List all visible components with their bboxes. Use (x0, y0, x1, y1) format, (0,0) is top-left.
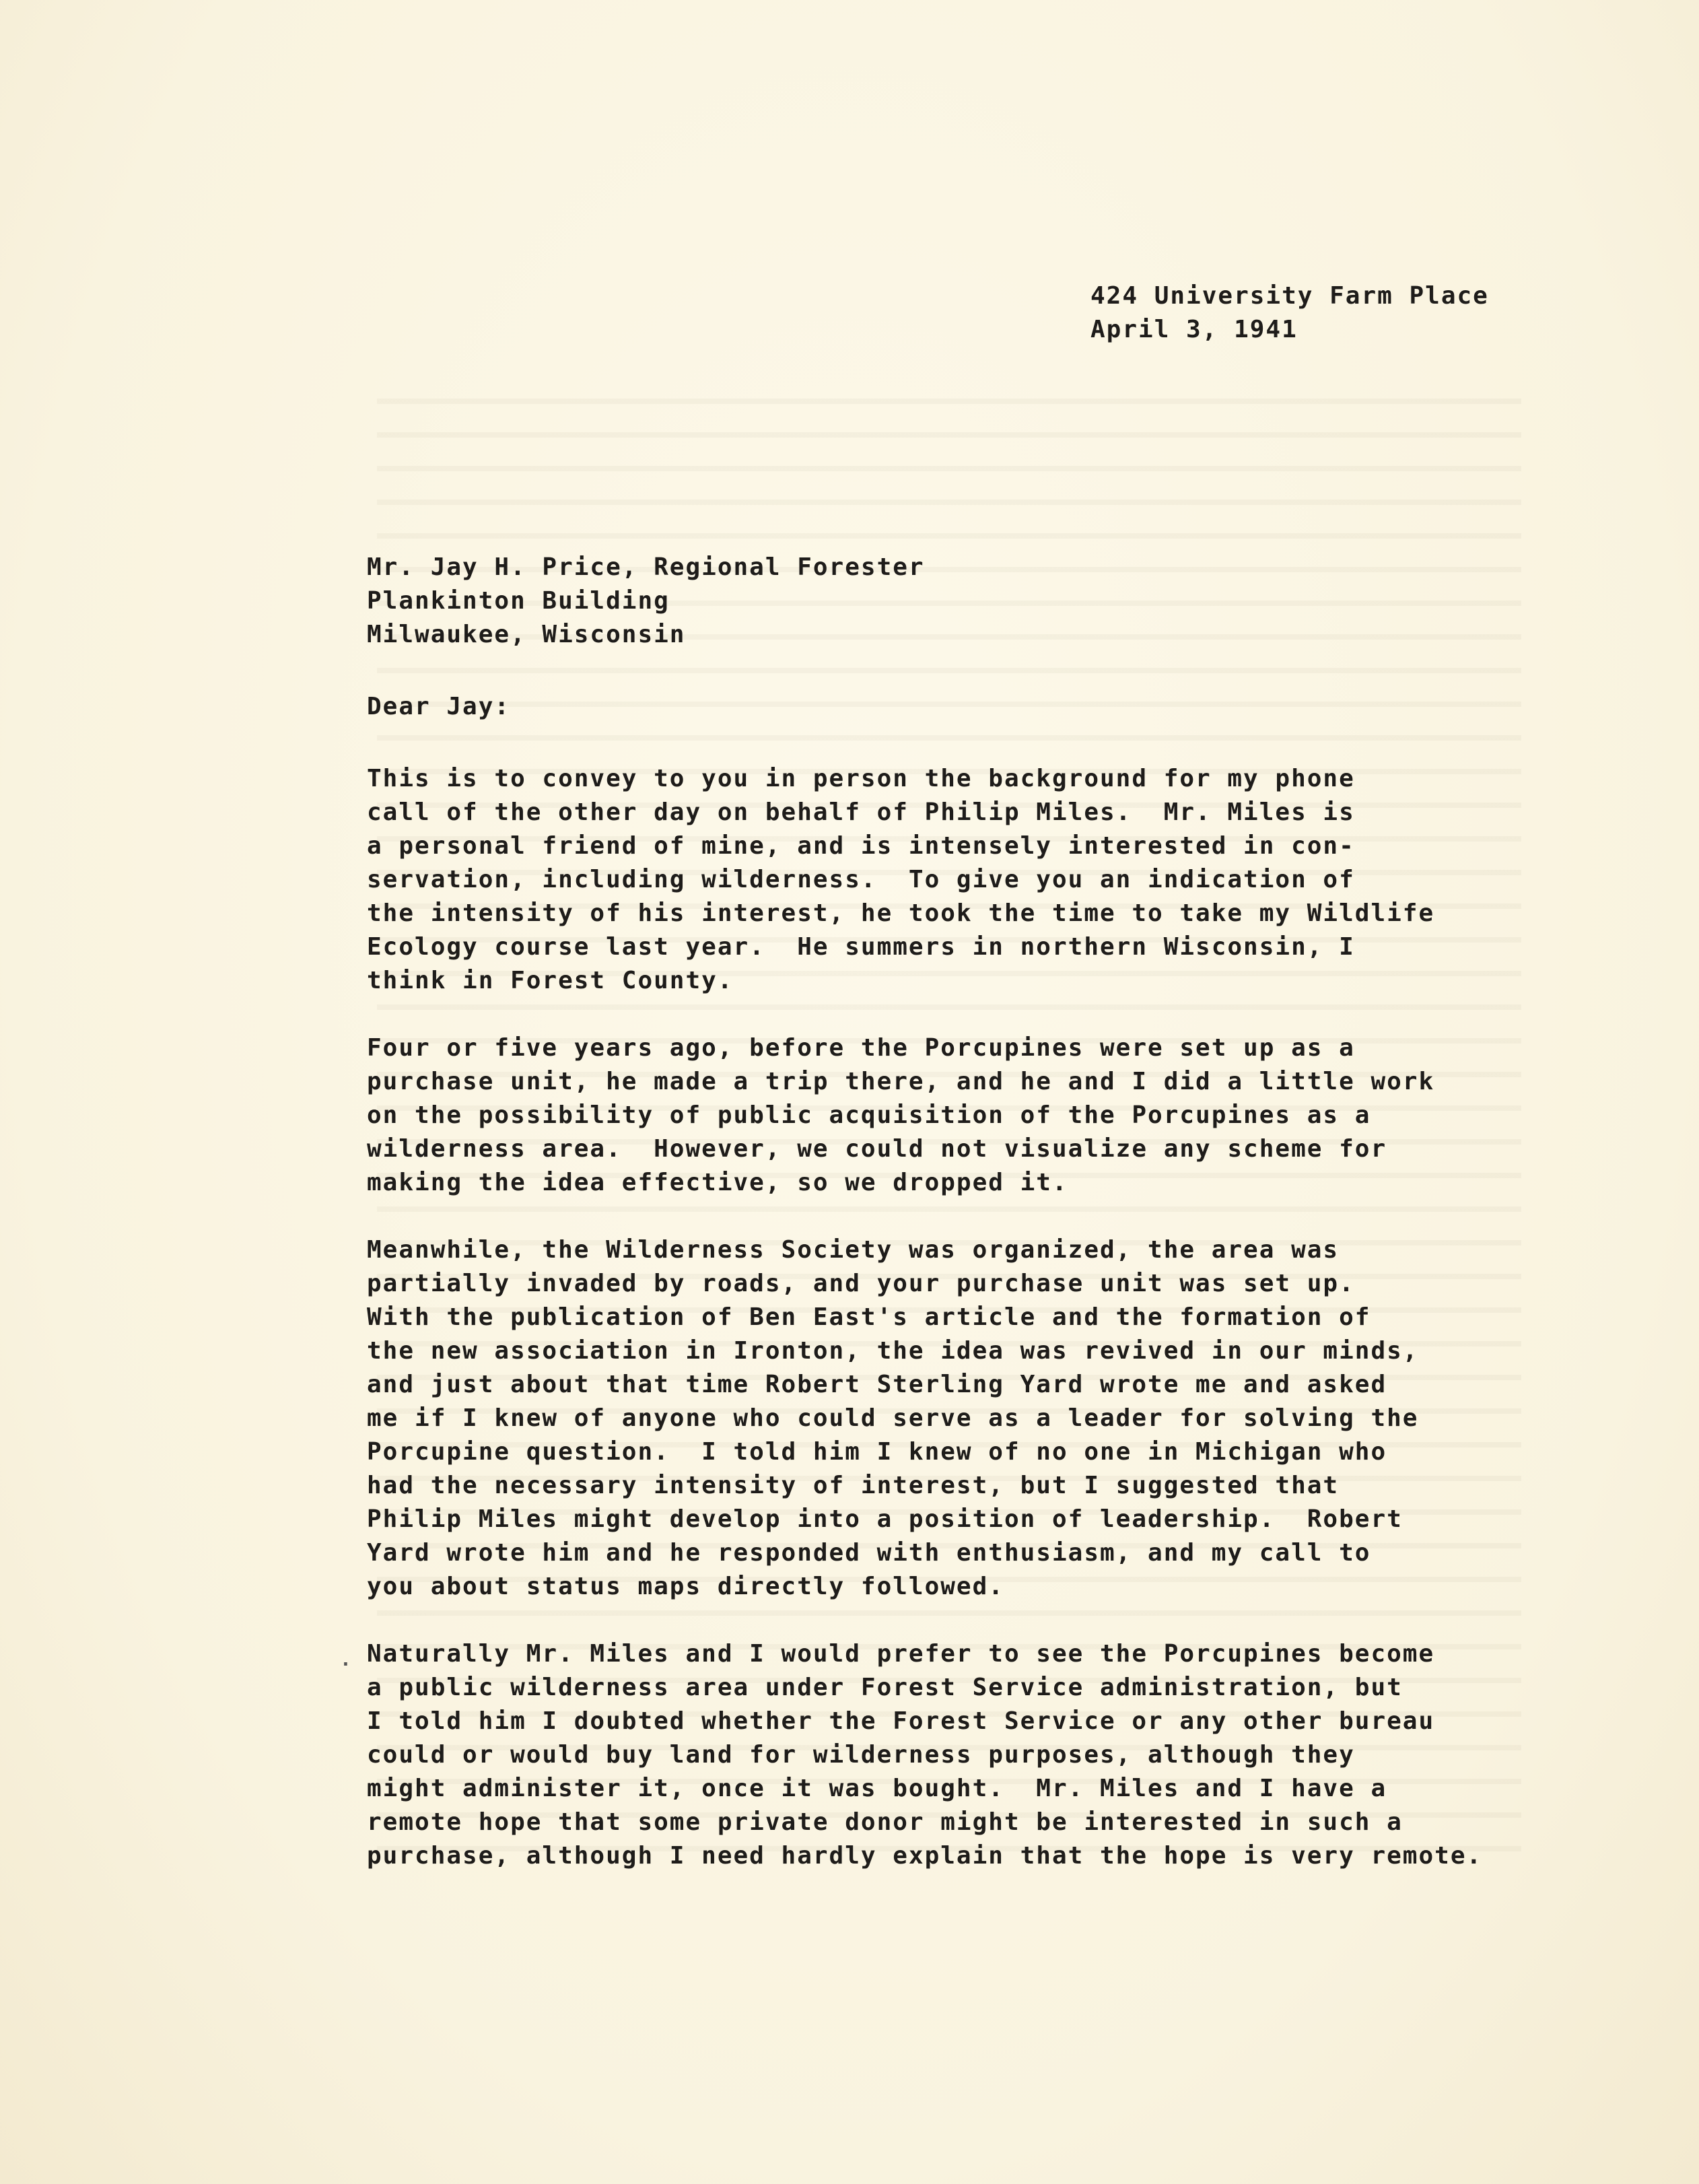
letter-date: April 3, 1941 (1090, 316, 1298, 343)
body-line: I told him I doubted whether the Forest Service or any other bureau (367, 1707, 1435, 1735)
body-line: and just about that time Robert Sterling Yard wrote me and asked (367, 1371, 1387, 1398)
body-line: Yard wrote him and he responded with enthusiasm, and my call to (367, 1539, 1371, 1567)
body-line: might administer it, once it was bought. Mr. Miles and I have a (367, 1775, 1387, 1802)
body-line: remote hope that some private donor might be interested in such a (367, 1808, 1403, 1836)
salutation (367, 690, 510, 724)
body-line: could or would buy land for wilderness purposes, although they (367, 1741, 1355, 1769)
body-line: me if I knew of anyone who could serve as a leader for solving the (367, 1404, 1419, 1432)
paragraph-4 (367, 1637, 1482, 1873)
paragraph-1 (367, 762, 1434, 998)
sender-address: 424 University Farm Place (1090, 282, 1489, 310)
body-line: you about status maps directly followed. (367, 1573, 1004, 1600)
paragraph-3 (367, 1233, 1418, 1604)
body-line: purchase, although I need hardly explain that the hope is very remote. (367, 1842, 1483, 1870)
body-line: making the idea effective, so we dropped it. (367, 1169, 1068, 1196)
body-line: Philip Miles might develop into a position of leadership. Robert (367, 1505, 1403, 1533)
body-line: call of the other day on behalf of Philip Miles. Mr. Miles is (367, 798, 1355, 826)
body-line: servation, including wilderness. To give you an indication of (367, 866, 1355, 893)
recipient-line: Mr. Jay H. Price, Regional Forester (367, 553, 925, 581)
paragraph-2 (367, 1031, 1434, 1200)
body-line: a public wilderness area under Forest Service administration, but (367, 1674, 1403, 1701)
body-line: a personal friend of mine, and is intensely interested in con- (367, 832, 1355, 860)
letter-header (1090, 279, 1489, 347)
body-line: Meanwhile, the Wilderness Society was organized, the area was (367, 1236, 1340, 1264)
body-line: wilderness area. However, we could not visualize any scheme for (367, 1135, 1387, 1163)
body-line: the new association in Ironton, the idea was revived in our minds, (367, 1337, 1419, 1365)
body-line: the intensity of his interest, he took the time to take my Wildlife (367, 899, 1435, 927)
body-line: think in Forest County. (367, 967, 734, 994)
body-line: had the necessary intensity of interest, but I suggested that (367, 1472, 1340, 1499)
body-line: Naturally Mr. Miles and I would prefer to see the Porcupines become (367, 1640, 1435, 1668)
body-line: This is to convey to you in person the background for my phone (367, 765, 1355, 792)
body-line: Porcupine question. I told him I knew of no one in Michigan who (367, 1438, 1387, 1466)
body-line: on the possibility of public acquisition of the Porcupines as a (367, 1101, 1371, 1129)
stray-mark: . (340, 1648, 353, 1670)
body-line: With the publication of Ben East's article and the formation of (367, 1303, 1371, 1331)
body-line: Ecology course last year. He summers in northern Wisconsin, I (367, 933, 1355, 961)
body-line: purchase unit, he made a trip there, and he and I did a little work (367, 1068, 1435, 1095)
body-line: partially invaded by roads, and your purchase unit was set up. (367, 1270, 1355, 1297)
body-line: Four or five years ago, before the Porcupines were set up as a (367, 1034, 1355, 1062)
salutation-text: Dear Jay: (367, 693, 511, 720)
recipient-address (367, 551, 925, 652)
recipient-line: Milwaukee, Wisconsin (367, 621, 686, 648)
recipient-line: Plankinton Building (367, 587, 670, 615)
